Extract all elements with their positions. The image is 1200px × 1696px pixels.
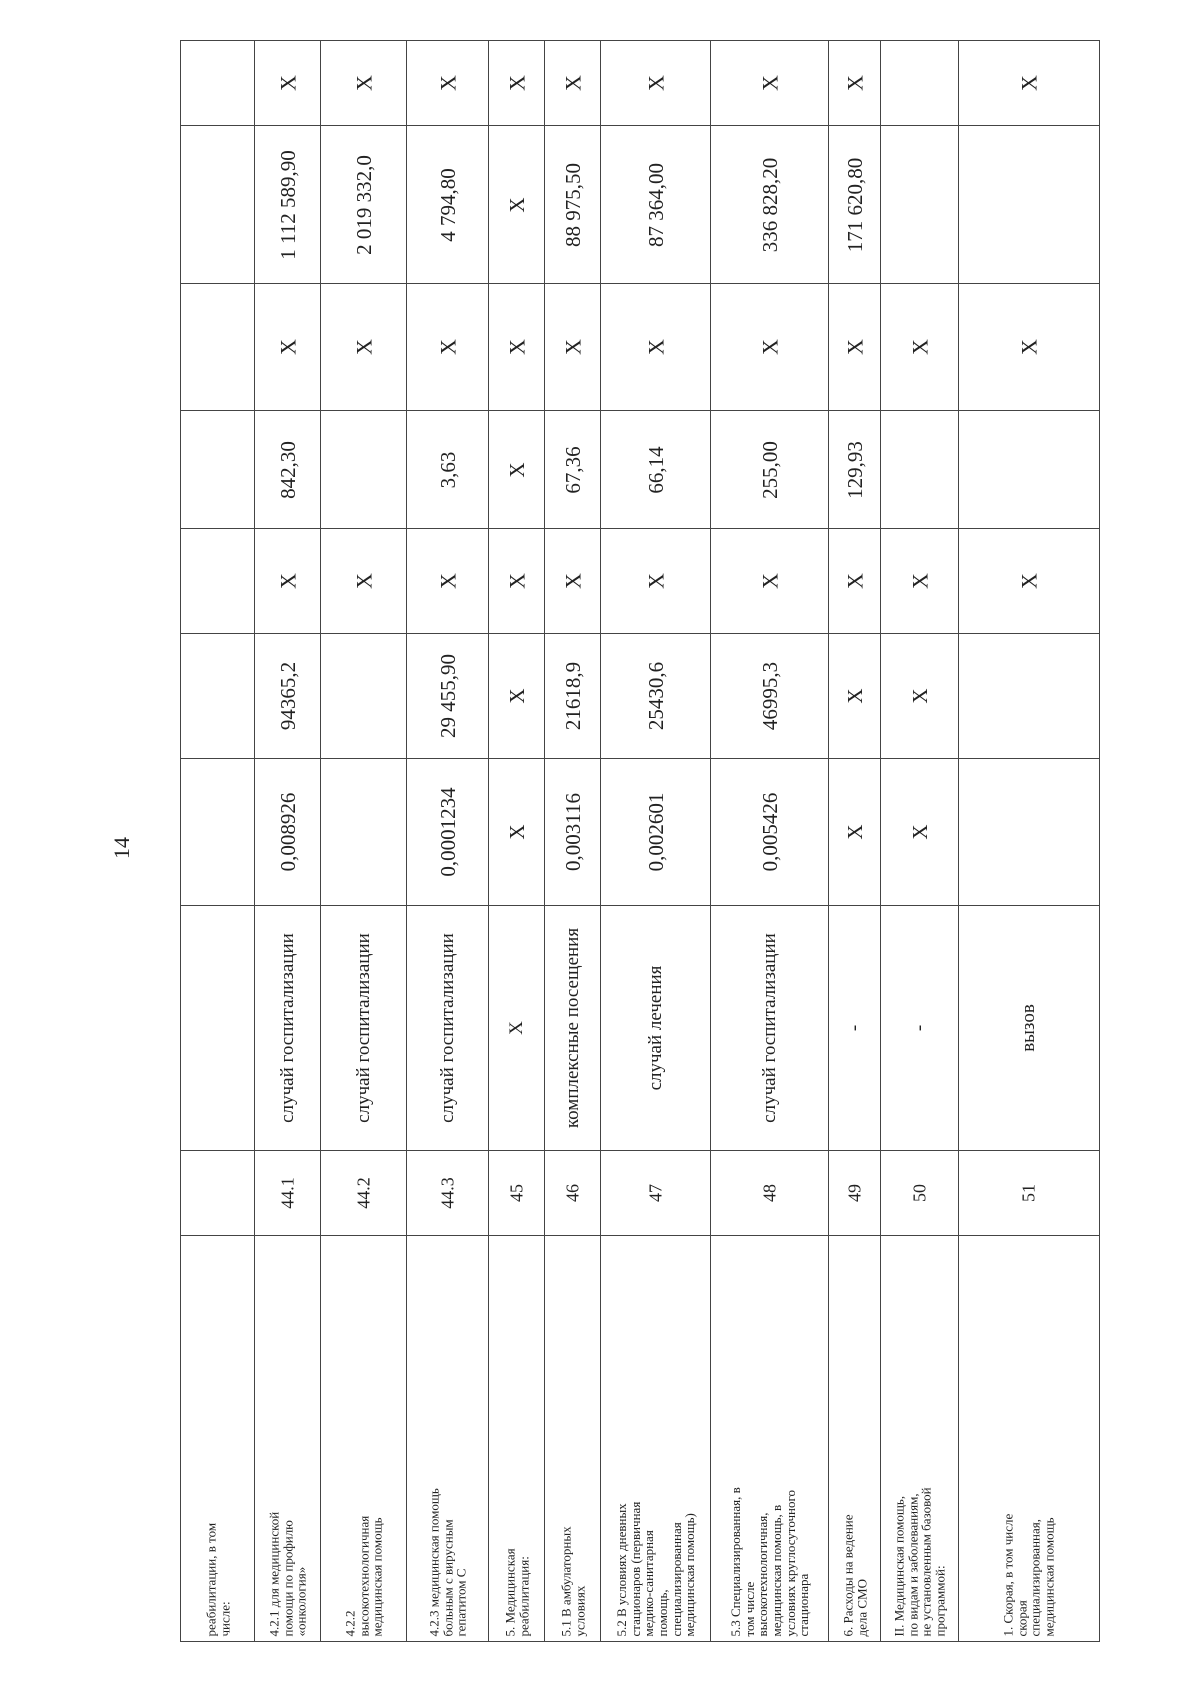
cell-text xyxy=(841,1241,868,1636)
cell-text: X xyxy=(434,339,460,355)
table-header-fragment xyxy=(180,40,254,1642)
cell-text: X xyxy=(350,339,376,355)
table-row xyxy=(958,40,1100,1642)
cell-name xyxy=(959,1235,1099,1642)
cell-c3 xyxy=(711,528,828,633)
cell-row-num xyxy=(181,1150,254,1235)
cell-text: 336 828,20 xyxy=(757,157,782,252)
cell-text: комплексные посещения xyxy=(561,927,583,1129)
name-line: медицинская помощь xyxy=(369,1516,385,1636)
cell-c4 xyxy=(829,410,880,528)
name-line: условиях круглосуточного xyxy=(782,1489,798,1636)
cell-row-num xyxy=(829,1150,880,1235)
cell-text: - xyxy=(908,1024,930,1032)
cell-text: X xyxy=(756,75,782,91)
cell-text: X xyxy=(559,573,585,589)
cell-volume xyxy=(545,758,600,905)
cell-text: - xyxy=(843,1024,865,1032)
cell-c5 xyxy=(959,283,1099,410)
name-line: специализированная, xyxy=(1028,1518,1043,1636)
cell-text: X xyxy=(503,75,529,91)
name-line: реабилитация: xyxy=(515,1555,531,1636)
cell-row-num xyxy=(407,1150,488,1235)
cell-row-num xyxy=(959,1150,1099,1235)
name-line: помощь, xyxy=(654,1588,670,1636)
name-line: том числе xyxy=(741,1581,757,1636)
cell-c6 xyxy=(829,125,880,283)
cell-volume xyxy=(881,758,958,905)
cell-c5 xyxy=(181,283,254,410)
cell-text: 67,36 xyxy=(560,445,585,494)
cell-norm-cost xyxy=(407,633,488,758)
name-line: медицинская помощь xyxy=(1041,1516,1057,1636)
cell-text: X xyxy=(841,75,867,91)
cell-c4 xyxy=(545,410,600,528)
cell-norm-cost xyxy=(881,633,958,758)
name-line: стационаров (первичная xyxy=(627,1501,643,1636)
cell-text: X xyxy=(559,75,585,91)
cell-unit xyxy=(181,905,254,1150)
cell-norm-cost xyxy=(959,633,1099,758)
cell-row-num xyxy=(321,1150,406,1235)
cell-c5 xyxy=(407,283,488,410)
cell-text: 3,63 xyxy=(435,451,460,488)
cell-text: 0,005426 xyxy=(757,792,782,872)
cell-text xyxy=(427,1241,468,1636)
cell-text: X xyxy=(503,573,529,589)
cell-text: 46995,3 xyxy=(757,661,782,731)
cell-c5 xyxy=(545,283,600,410)
cell-text: случай госпитализации xyxy=(352,933,374,1123)
cell-text: X xyxy=(274,573,300,589)
cell-text: 255,00 xyxy=(757,440,782,499)
cell-c3 xyxy=(959,528,1099,633)
cell-norm-cost xyxy=(321,633,406,758)
cell-name xyxy=(545,1235,600,1642)
cell-text: 45 xyxy=(506,1184,527,1202)
cell-text: 0,002601 xyxy=(643,792,668,872)
cell-text: 50 xyxy=(909,1184,930,1202)
cell-text: 25430,6 xyxy=(643,661,668,731)
cell-norm-cost xyxy=(601,633,710,758)
cell-text: X xyxy=(504,688,529,704)
cell-text xyxy=(267,1241,308,1636)
cell-name xyxy=(407,1235,488,1642)
table-row xyxy=(406,40,488,1642)
cell-name xyxy=(321,1235,406,1642)
cell-c4 xyxy=(255,410,320,528)
name-line: 5.3 Специализированная, в xyxy=(727,1486,743,1636)
cell-c4 xyxy=(407,410,488,528)
cell-row-num xyxy=(255,1150,320,1235)
cell-text xyxy=(204,1241,231,1636)
name-line: 4.2.3 медицинская помощь xyxy=(426,1487,442,1636)
cell-text: X xyxy=(274,75,300,91)
name-line: дела СМО xyxy=(853,1578,869,1636)
cell-norm-cost xyxy=(255,633,320,758)
cell-text: 66,14 xyxy=(643,445,668,494)
cell-unit xyxy=(881,905,958,1150)
cell-c4 xyxy=(711,410,828,528)
cell-text: 0,003116 xyxy=(560,793,585,871)
cell-text: X xyxy=(756,573,782,589)
name-line: 4.2.2 xyxy=(342,1610,358,1636)
cell-row-num xyxy=(881,1150,958,1235)
cell-name xyxy=(255,1235,320,1642)
cell-text: X xyxy=(642,75,668,91)
cell-text: X xyxy=(642,573,668,589)
name-line: специализированная xyxy=(668,1521,684,1636)
name-line: гепатитом С xyxy=(453,1568,469,1636)
name-line: программой: xyxy=(932,1564,948,1636)
cell-c5 xyxy=(711,283,828,410)
name-line: больным с вирусным xyxy=(439,1518,455,1636)
cell-c7 xyxy=(881,40,958,125)
cell-row-num xyxy=(711,1150,828,1235)
cell-norm-cost xyxy=(545,633,600,758)
cell-text xyxy=(729,1241,811,1636)
cell-c7 xyxy=(181,40,254,125)
document-table xyxy=(180,40,1100,1642)
cell-text: случай госпитализации xyxy=(436,933,458,1123)
cell-c3 xyxy=(829,528,880,633)
table-row xyxy=(880,40,958,1642)
cell-unit xyxy=(959,905,1099,1150)
cell-c7 xyxy=(321,40,406,125)
cell-unit xyxy=(601,905,710,1150)
name-line: скорая xyxy=(1014,1599,1030,1636)
cell-text: X xyxy=(841,339,867,355)
name-line: 5.1 В амбулаторных xyxy=(557,1525,573,1636)
cell-text: X xyxy=(906,339,932,355)
cell-c3 xyxy=(881,528,958,633)
cell-name xyxy=(881,1235,958,1642)
cell-c3 xyxy=(255,528,320,633)
cell-text: X xyxy=(350,75,376,91)
cell-c6 xyxy=(881,125,958,283)
cell-c6 xyxy=(711,125,828,283)
cell-c5 xyxy=(829,283,880,410)
cell-text: X xyxy=(1016,339,1042,355)
cell-text: X xyxy=(1016,75,1042,91)
cell-volume xyxy=(489,758,544,905)
name-line: высокотехнологичная xyxy=(355,1515,371,1636)
table-row xyxy=(320,40,406,1642)
table-row xyxy=(488,40,544,1642)
cell-text: X xyxy=(274,339,300,355)
cell-row-num xyxy=(489,1150,544,1235)
cell-text: 171 620,80 xyxy=(842,157,867,252)
cell-c6 xyxy=(959,125,1099,283)
cell-text: 51 xyxy=(1018,1184,1039,1202)
cell-text: X xyxy=(1016,573,1042,589)
cell-text: X xyxy=(842,688,867,704)
cell-c7 xyxy=(545,40,600,125)
cell-volume xyxy=(711,758,828,905)
cell-text: 46 xyxy=(562,1184,583,1202)
cell-row-num xyxy=(601,1150,710,1235)
cell-unit xyxy=(545,905,600,1150)
name-line: 5. Медицинская xyxy=(501,1547,517,1636)
cell-unit xyxy=(255,905,320,1150)
cell-volume xyxy=(601,758,710,905)
cell-volume xyxy=(829,758,880,905)
table-row xyxy=(828,40,880,1642)
name-line: помощи по профилю xyxy=(279,1519,295,1636)
cell-unit xyxy=(407,905,488,1150)
cell-text: X xyxy=(503,339,529,355)
cell-text: X xyxy=(504,824,529,840)
name-line: «онкология» xyxy=(293,1566,309,1636)
name-line: стационара xyxy=(795,1573,811,1636)
cell-text xyxy=(892,1241,947,1636)
cell-text: X xyxy=(907,688,932,704)
cell-c3 xyxy=(407,528,488,633)
cell-text xyxy=(343,1241,384,1636)
table-row xyxy=(254,40,320,1642)
name-line: II. Медицинская помощь, xyxy=(891,1495,907,1636)
cell-text: 88 975,50 xyxy=(560,162,585,247)
cell-volume xyxy=(181,758,254,905)
cell-c7 xyxy=(255,40,320,125)
cell-c5 xyxy=(255,283,320,410)
cell-text: 129,93 xyxy=(842,440,867,499)
cell-row-num xyxy=(545,1150,600,1235)
cell-unit xyxy=(711,905,828,1150)
cell-c6 xyxy=(255,125,320,283)
name-line: высокотехнологичная, xyxy=(754,1512,770,1636)
cell-unit xyxy=(321,905,406,1150)
cell-name xyxy=(489,1235,544,1642)
cell-text: 842,30 xyxy=(275,440,300,499)
name-line: по видам и заболеваниям, xyxy=(904,1492,920,1636)
cell-c4 xyxy=(601,410,710,528)
cell-name xyxy=(181,1235,254,1642)
cell-volume xyxy=(255,758,320,905)
cell-c7 xyxy=(959,40,1099,125)
cell-text: случай госпитализации xyxy=(758,933,780,1123)
cell-text: 49 xyxy=(844,1184,865,1202)
cell-name xyxy=(829,1235,880,1642)
cell-text: X xyxy=(756,339,782,355)
cell-c3 xyxy=(321,528,406,633)
table-row xyxy=(600,40,710,1642)
cell-text: 0,0001234 xyxy=(435,787,460,877)
cell-unit xyxy=(829,905,880,1150)
table-row xyxy=(544,40,600,1642)
cell-c5 xyxy=(489,283,544,410)
cell-c6 xyxy=(601,125,710,283)
cell-name xyxy=(711,1235,828,1642)
name-line: медицинская помощь, в xyxy=(768,1504,784,1636)
name-line: медико-санитарная xyxy=(640,1529,656,1636)
cell-c7 xyxy=(829,40,880,125)
cell-text: 0,008926 xyxy=(275,792,300,872)
cell-text: случай лечения xyxy=(644,965,666,1091)
cell-text: 21618,9 xyxy=(560,661,585,731)
cell-text: X xyxy=(504,196,529,213)
cell-norm-cost xyxy=(829,633,880,758)
cell-text xyxy=(1002,1241,1057,1636)
name-line: 5.2 В условиях дневных xyxy=(613,1502,629,1636)
cell-text: 47 xyxy=(645,1184,666,1202)
cell-text: X xyxy=(642,339,668,355)
cell-c5 xyxy=(881,283,958,410)
name-line: медицинская помощь) xyxy=(681,1512,697,1636)
cell-norm-cost xyxy=(489,633,544,758)
cell-c6 xyxy=(321,125,406,283)
cell-c3 xyxy=(545,528,600,633)
cell-text: 44.3 xyxy=(437,1177,458,1209)
cell-text: вызов xyxy=(1018,1004,1040,1052)
cell-c3 xyxy=(601,528,710,633)
cell-text xyxy=(559,1241,586,1636)
cell-norm-cost xyxy=(181,633,254,758)
cell-text: X xyxy=(559,339,585,355)
cell-name xyxy=(601,1235,710,1642)
cell-text: X xyxy=(350,573,376,589)
cell-text: X xyxy=(906,573,932,589)
cell-c4 xyxy=(489,410,544,528)
cell-text: 44.1 xyxy=(277,1177,298,1209)
cell-text xyxy=(503,1241,530,1636)
cell-text: 87 364,00 xyxy=(643,162,668,247)
cell-norm-cost xyxy=(711,633,828,758)
cell-text: X xyxy=(842,824,867,840)
name-line: 1. Скорая, в том числе xyxy=(1000,1513,1016,1636)
cell-text: 2 019 332,0 xyxy=(351,154,376,255)
page-number: 14 xyxy=(109,837,134,859)
name-line: условиях xyxy=(571,1585,587,1636)
cell-c6 xyxy=(489,125,544,283)
cell-c7 xyxy=(489,40,544,125)
name-line: числе: xyxy=(216,1600,232,1636)
cell-unit xyxy=(489,905,544,1150)
name-line: 4.2.1 для медицинской xyxy=(266,1511,282,1636)
name-line: не установленным базовой xyxy=(918,1486,934,1636)
cell-c6 xyxy=(181,125,254,283)
cell-c4 xyxy=(181,410,254,528)
cell-c5 xyxy=(321,283,406,410)
cell-c7 xyxy=(407,40,488,125)
cell-text: 94365,2 xyxy=(275,661,300,731)
cell-text: 48 xyxy=(759,1184,780,1202)
cell-text: 29 455,90 xyxy=(435,654,460,738)
cell-text: случай госпитализации xyxy=(276,933,298,1123)
name-line: 6. Расходы на ведение xyxy=(839,1513,855,1636)
cell-c6 xyxy=(545,125,600,283)
cell-c5 xyxy=(601,283,710,410)
cell-c7 xyxy=(601,40,710,125)
cell-text: X xyxy=(504,461,529,478)
cell-text xyxy=(615,1241,697,1636)
cell-volume xyxy=(321,758,406,905)
cell-c3 xyxy=(489,528,544,633)
cell-volume xyxy=(959,758,1099,905)
cell-text: 44.2 xyxy=(353,1177,374,1209)
cell-text: 4 794,80 xyxy=(435,167,460,242)
cell-text: X xyxy=(505,1021,527,1035)
cell-text: X xyxy=(434,573,460,589)
table-row xyxy=(710,40,828,1642)
cell-c3 xyxy=(181,528,254,633)
cell-c4 xyxy=(321,410,406,528)
cell-text: 1 112 589,90 xyxy=(275,149,300,260)
cell-text: X xyxy=(907,824,932,840)
cell-c7 xyxy=(711,40,828,125)
cell-c6 xyxy=(407,125,488,283)
cell-text: X xyxy=(841,573,867,589)
cell-c4 xyxy=(881,410,958,528)
cell-text: X xyxy=(434,75,460,91)
cell-c4 xyxy=(959,410,1099,528)
name-line: реабилитации, в том xyxy=(202,1522,218,1636)
cell-volume xyxy=(407,758,488,905)
